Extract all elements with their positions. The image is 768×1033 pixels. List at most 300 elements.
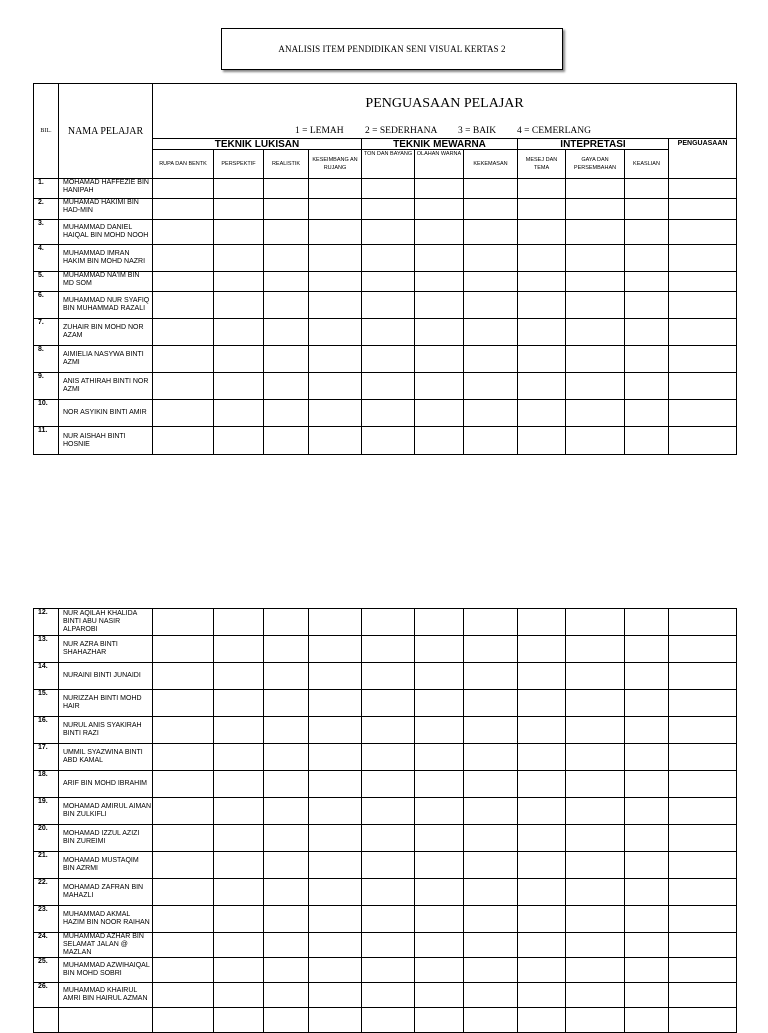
score-cell[interactable]: [362, 744, 415, 771]
score-cell[interactable]: [464, 825, 518, 852]
score-cell[interactable]: [464, 744, 518, 771]
score-cell[interactable]: [415, 220, 464, 245]
score-cell[interactable]: [669, 245, 737, 272]
score-cell[interactable]: [264, 292, 309, 319]
score-cell[interactable]: [464, 609, 518, 636]
score-cell[interactable]: [309, 983, 362, 1008]
score-cell[interactable]: [214, 636, 264, 663]
score-cell[interactable]: [153, 179, 214, 199]
score-cell[interactable]: [669, 1008, 737, 1033]
score-cell[interactable]: [464, 717, 518, 744]
score-cell[interactable]: [566, 179, 625, 199]
score-cell[interactable]: [669, 771, 737, 798]
score-cell[interactable]: [153, 272, 214, 292]
score-cell[interactable]: [518, 400, 566, 427]
score-cell[interactable]: [362, 179, 415, 199]
score-cell[interactable]: [566, 771, 625, 798]
score-cell[interactable]: [214, 179, 264, 199]
score-cell[interactable]: [362, 319, 415, 346]
score-cell[interactable]: [214, 983, 264, 1008]
score-cell[interactable]: [464, 319, 518, 346]
score-cell[interactable]: [264, 636, 309, 663]
score-cell[interactable]: [625, 199, 669, 220]
score-cell[interactable]: [153, 220, 214, 245]
score-cell[interactable]: [362, 220, 415, 245]
score-cell[interactable]: [214, 879, 264, 906]
score-cell[interactable]: [625, 717, 669, 744]
score-cell[interactable]: [153, 798, 214, 825]
score-cell[interactable]: [264, 427, 309, 455]
score-cell[interactable]: [153, 906, 214, 933]
score-cell[interactable]: [415, 427, 464, 455]
score-cell[interactable]: [464, 906, 518, 933]
score-cell[interactable]: [518, 199, 566, 220]
score-cell[interactable]: [309, 906, 362, 933]
score-cell[interactable]: [464, 690, 518, 717]
score-cell[interactable]: [309, 199, 362, 220]
score-cell[interactable]: [415, 906, 464, 933]
score-cell[interactable]: [415, 346, 464, 373]
score-cell[interactable]: [264, 906, 309, 933]
score-cell[interactable]: [566, 373, 625, 400]
score-cell[interactable]: [309, 346, 362, 373]
score-cell[interactable]: [309, 319, 362, 346]
score-cell[interactable]: [153, 400, 214, 427]
score-cell[interactable]: [309, 636, 362, 663]
score-cell[interactable]: [669, 879, 737, 906]
score-cell[interactable]: [309, 690, 362, 717]
score-cell[interactable]: [566, 427, 625, 455]
score-cell[interactable]: [669, 609, 737, 636]
score-cell[interactable]: [264, 373, 309, 400]
score-cell[interactable]: [362, 825, 415, 852]
score-cell[interactable]: [415, 933, 464, 958]
score-cell[interactable]: [518, 879, 566, 906]
score-cell[interactable]: [264, 346, 309, 373]
score-cell[interactable]: [264, 609, 309, 636]
score-cell[interactable]: [264, 879, 309, 906]
score-cell[interactable]: [362, 1008, 415, 1033]
score-cell[interactable]: [309, 933, 362, 958]
score-cell[interactable]: [214, 958, 264, 983]
score-cell[interactable]: [362, 346, 415, 373]
score-cell[interactable]: [464, 179, 518, 199]
score-cell[interactable]: [415, 636, 464, 663]
score-cell[interactable]: [214, 1008, 264, 1033]
score-cell[interactable]: [214, 427, 264, 455]
score-cell[interactable]: [669, 852, 737, 879]
score-cell[interactable]: [362, 400, 415, 427]
score-cell[interactable]: [566, 609, 625, 636]
score-cell[interactable]: [625, 220, 669, 245]
score-cell[interactable]: [214, 825, 264, 852]
score-cell[interactable]: [415, 958, 464, 983]
score-cell[interactable]: [625, 245, 669, 272]
score-cell[interactable]: [214, 852, 264, 879]
score-cell[interactable]: [309, 771, 362, 798]
score-cell[interactable]: [309, 958, 362, 983]
score-cell[interactable]: [566, 690, 625, 717]
score-cell[interactable]: [566, 245, 625, 272]
score-cell[interactable]: [264, 852, 309, 879]
score-cell[interactable]: [625, 179, 669, 199]
score-cell[interactable]: [264, 825, 309, 852]
score-cell[interactable]: [669, 958, 737, 983]
score-cell[interactable]: [669, 983, 737, 1008]
score-cell[interactable]: [464, 272, 518, 292]
score-cell[interactable]: [214, 319, 264, 346]
score-cell[interactable]: [669, 292, 737, 319]
score-cell[interactable]: [362, 933, 415, 958]
score-cell[interactable]: [415, 319, 464, 346]
score-cell[interactable]: [669, 179, 737, 199]
score-cell[interactable]: [518, 179, 566, 199]
score-cell[interactable]: [264, 771, 309, 798]
score-cell[interactable]: [362, 771, 415, 798]
score-cell[interactable]: [214, 933, 264, 958]
score-cell[interactable]: [464, 199, 518, 220]
score-cell[interactable]: [214, 220, 264, 245]
score-cell[interactable]: [309, 220, 362, 245]
score-cell[interactable]: [214, 292, 264, 319]
score-cell[interactable]: [669, 717, 737, 744]
score-cell[interactable]: [518, 717, 566, 744]
score-cell[interactable]: [566, 346, 625, 373]
score-cell[interactable]: [625, 609, 669, 636]
score-cell[interactable]: [669, 199, 737, 220]
score-cell[interactable]: [518, 220, 566, 245]
score-cell[interactable]: [362, 852, 415, 879]
score-cell[interactable]: [415, 852, 464, 879]
score-cell[interactable]: [625, 771, 669, 798]
score-cell[interactable]: [153, 933, 214, 958]
score-cell[interactable]: [669, 906, 737, 933]
score-cell[interactable]: [214, 906, 264, 933]
score-cell[interactable]: [415, 663, 464, 690]
score-cell[interactable]: [264, 958, 309, 983]
score-cell[interactable]: [669, 798, 737, 825]
score-cell[interactable]: [464, 220, 518, 245]
score-cell[interactable]: [214, 744, 264, 771]
score-cell[interactable]: [566, 1008, 625, 1033]
score-cell[interactable]: [518, 798, 566, 825]
score-cell[interactable]: [264, 179, 309, 199]
score-cell[interactable]: [362, 373, 415, 400]
score-cell[interactable]: [464, 933, 518, 958]
score-cell[interactable]: [362, 690, 415, 717]
score-cell[interactable]: [566, 879, 625, 906]
score-cell[interactable]: [153, 958, 214, 983]
score-cell[interactable]: [566, 319, 625, 346]
score-cell[interactable]: [362, 798, 415, 825]
score-cell[interactable]: [362, 983, 415, 1008]
score-cell[interactable]: [309, 852, 362, 879]
score-cell[interactable]: [309, 744, 362, 771]
score-cell[interactable]: [309, 798, 362, 825]
score-cell[interactable]: [464, 983, 518, 1008]
score-cell[interactable]: [264, 690, 309, 717]
score-cell[interactable]: [625, 798, 669, 825]
score-cell[interactable]: [264, 1008, 309, 1033]
score-cell[interactable]: [518, 373, 566, 400]
score-cell[interactable]: [669, 744, 737, 771]
score-cell[interactable]: [214, 690, 264, 717]
score-cell[interactable]: [264, 744, 309, 771]
score-cell[interactable]: [153, 319, 214, 346]
score-cell[interactable]: [362, 958, 415, 983]
score-cell[interactable]: [153, 879, 214, 906]
score-cell[interactable]: [518, 958, 566, 983]
score-cell[interactable]: [566, 220, 625, 245]
score-cell[interactable]: [518, 690, 566, 717]
score-cell[interactable]: [415, 609, 464, 636]
score-cell[interactable]: [464, 852, 518, 879]
score-cell[interactable]: [153, 245, 214, 272]
score-cell[interactable]: [464, 245, 518, 272]
score-cell[interactable]: [566, 400, 625, 427]
score-cell[interactable]: [415, 825, 464, 852]
score-cell[interactable]: [669, 400, 737, 427]
score-cell[interactable]: [566, 636, 625, 663]
score-cell[interactable]: [415, 400, 464, 427]
score-cell[interactable]: [669, 373, 737, 400]
score-cell[interactable]: [362, 636, 415, 663]
score-cell[interactable]: [362, 663, 415, 690]
score-cell[interactable]: [309, 879, 362, 906]
score-cell[interactable]: [518, 272, 566, 292]
score-cell[interactable]: [518, 636, 566, 663]
score-cell[interactable]: [669, 427, 737, 455]
score-cell[interactable]: [153, 983, 214, 1008]
score-cell[interactable]: [625, 373, 669, 400]
score-cell[interactable]: [518, 771, 566, 798]
score-cell[interactable]: [309, 609, 362, 636]
score-cell[interactable]: [625, 292, 669, 319]
score-cell[interactable]: [518, 1008, 566, 1033]
score-cell[interactable]: [362, 199, 415, 220]
score-cell[interactable]: [214, 373, 264, 400]
score-cell[interactable]: [415, 983, 464, 1008]
score-cell[interactable]: [669, 690, 737, 717]
score-cell[interactable]: [464, 292, 518, 319]
score-cell[interactable]: [214, 798, 264, 825]
score-cell[interactable]: [464, 373, 518, 400]
score-cell[interactable]: [669, 933, 737, 958]
score-cell[interactable]: [566, 983, 625, 1008]
score-cell[interactable]: [625, 906, 669, 933]
score-cell[interactable]: [625, 1008, 669, 1033]
score-cell[interactable]: [214, 609, 264, 636]
score-cell[interactable]: [415, 272, 464, 292]
score-cell[interactable]: [625, 744, 669, 771]
score-cell[interactable]: [153, 427, 214, 455]
score-cell[interactable]: [214, 346, 264, 373]
score-cell[interactable]: [214, 272, 264, 292]
score-cell[interactable]: [309, 272, 362, 292]
score-cell[interactable]: [309, 717, 362, 744]
score-cell[interactable]: [625, 272, 669, 292]
score-cell[interactable]: [309, 427, 362, 455]
score-cell[interactable]: [464, 1008, 518, 1033]
score-cell[interactable]: [309, 373, 362, 400]
score-cell[interactable]: [625, 933, 669, 958]
score-cell[interactable]: [625, 983, 669, 1008]
score-cell[interactable]: [625, 346, 669, 373]
score-cell[interactable]: [153, 609, 214, 636]
score-cell[interactable]: [669, 636, 737, 663]
score-cell[interactable]: [309, 245, 362, 272]
score-cell[interactable]: [153, 199, 214, 220]
student-name: MUHAMMAD KHAIRUL AMRI BIN HAIRUL AZMAN: [59, 983, 153, 1008]
score-cell[interactable]: [625, 879, 669, 906]
score-cell[interactable]: [464, 636, 518, 663]
score-cell[interactable]: [362, 717, 415, 744]
score-cell[interactable]: [669, 220, 737, 245]
score-cell[interactable]: [153, 663, 214, 690]
score-cell[interactable]: [625, 427, 669, 455]
score-cell[interactable]: [264, 933, 309, 958]
score-cell[interactable]: [518, 906, 566, 933]
score-cell[interactable]: [415, 199, 464, 220]
score-cell[interactable]: [415, 771, 464, 798]
score-cell[interactable]: [153, 1008, 214, 1033]
score-cell[interactable]: [415, 179, 464, 199]
score-cell[interactable]: [566, 798, 625, 825]
score-cell[interactable]: [415, 690, 464, 717]
score-cell[interactable]: [518, 852, 566, 879]
score-cell[interactable]: [153, 690, 214, 717]
score-cell[interactable]: [566, 199, 625, 220]
score-cell[interactable]: [415, 717, 464, 744]
score-cell[interactable]: [518, 825, 566, 852]
score-cell[interactable]: [153, 292, 214, 319]
score-cell[interactable]: [264, 400, 309, 427]
score-cell[interactable]: [415, 245, 464, 272]
score-cell[interactable]: [264, 199, 309, 220]
score-cell[interactable]: [566, 663, 625, 690]
table-row: [34, 771, 737, 798]
score-cell[interactable]: [309, 825, 362, 852]
score-cell[interactable]: [362, 427, 415, 455]
score-cell[interactable]: [669, 272, 737, 292]
score-cell[interactable]: [153, 771, 214, 798]
score-cell[interactable]: [214, 663, 264, 690]
score-cell[interactable]: [518, 983, 566, 1008]
score-cell[interactable]: [153, 852, 214, 879]
score-cell[interactable]: [415, 798, 464, 825]
score-cell[interactable]: [415, 879, 464, 906]
score-cell[interactable]: [625, 958, 669, 983]
score-cell[interactable]: [362, 879, 415, 906]
score-cell[interactable]: [625, 319, 669, 346]
score-cell[interactable]: [153, 744, 214, 771]
score-cell[interactable]: [264, 245, 309, 272]
score-cell[interactable]: [309, 179, 362, 199]
score-cell[interactable]: [566, 825, 625, 852]
score-cell[interactable]: [566, 717, 625, 744]
score-cell[interactable]: [669, 319, 737, 346]
score-cell[interactable]: [309, 400, 362, 427]
score-cell[interactable]: [518, 346, 566, 373]
score-cell[interactable]: [566, 958, 625, 983]
score-cell[interactable]: [362, 245, 415, 272]
score-cell[interactable]: [214, 199, 264, 220]
score-cell[interactable]: [625, 852, 669, 879]
score-cell[interactable]: [264, 798, 309, 825]
score-cell[interactable]: [464, 400, 518, 427]
score-cell[interactable]: [264, 220, 309, 245]
score-cell[interactable]: [464, 346, 518, 373]
score-cell[interactable]: [566, 933, 625, 958]
score-cell[interactable]: [518, 319, 566, 346]
score-cell[interactable]: [214, 771, 264, 798]
score-cell[interactable]: [464, 958, 518, 983]
score-cell[interactable]: [264, 272, 309, 292]
score-cell[interactable]: [464, 663, 518, 690]
score-cell[interactable]: [625, 825, 669, 852]
score-cell[interactable]: [309, 292, 362, 319]
table-row: [34, 852, 737, 879]
score-cell[interactable]: [625, 690, 669, 717]
score-cell[interactable]: [625, 636, 669, 663]
score-cell[interactable]: [264, 663, 309, 690]
score-cell[interactable]: [153, 346, 214, 373]
score-cell[interactable]: [518, 609, 566, 636]
score-cell[interactable]: [518, 933, 566, 958]
score-cell[interactable]: [566, 906, 625, 933]
score-cell[interactable]: [153, 373, 214, 400]
score-cell[interactable]: [415, 292, 464, 319]
score-cell[interactable]: [264, 717, 309, 744]
score-cell[interactable]: [464, 798, 518, 825]
score-cell[interactable]: [566, 744, 625, 771]
score-cell[interactable]: [362, 906, 415, 933]
score-cell[interactable]: [362, 292, 415, 319]
score-cell[interactable]: [625, 663, 669, 690]
score-cell[interactable]: [153, 636, 214, 663]
score-cell[interactable]: [362, 272, 415, 292]
score-cell[interactable]: [625, 400, 669, 427]
score-cell[interactable]: [566, 852, 625, 879]
score-cell[interactable]: [264, 319, 309, 346]
score-cell[interactable]: [214, 245, 264, 272]
score-cell[interactable]: [669, 346, 737, 373]
score-cell[interactable]: [464, 771, 518, 798]
score-cell[interactable]: [464, 427, 518, 455]
score-cell[interactable]: [415, 1008, 464, 1033]
score-cell[interactable]: [264, 983, 309, 1008]
score-cell[interactable]: [518, 245, 566, 272]
score-cell[interactable]: [518, 292, 566, 319]
score-cell[interactable]: [518, 663, 566, 690]
score-cell[interactable]: [309, 1008, 362, 1033]
score-cell[interactable]: [309, 663, 362, 690]
score-cell[interactable]: [153, 717, 214, 744]
score-cell[interactable]: [669, 663, 737, 690]
score-cell[interactable]: [566, 272, 625, 292]
score-cell[interactable]: [362, 609, 415, 636]
score-cell[interactable]: [518, 427, 566, 455]
score-cell[interactable]: [415, 373, 464, 400]
score-cell[interactable]: [518, 744, 566, 771]
score-cell[interactable]: [214, 400, 264, 427]
score-cell[interactable]: [669, 825, 737, 852]
score-cell[interactable]: [153, 825, 214, 852]
score-cell[interactable]: [415, 744, 464, 771]
score-cell[interactable]: [464, 879, 518, 906]
score-cell[interactable]: [566, 292, 625, 319]
score-cell[interactable]: [214, 717, 264, 744]
